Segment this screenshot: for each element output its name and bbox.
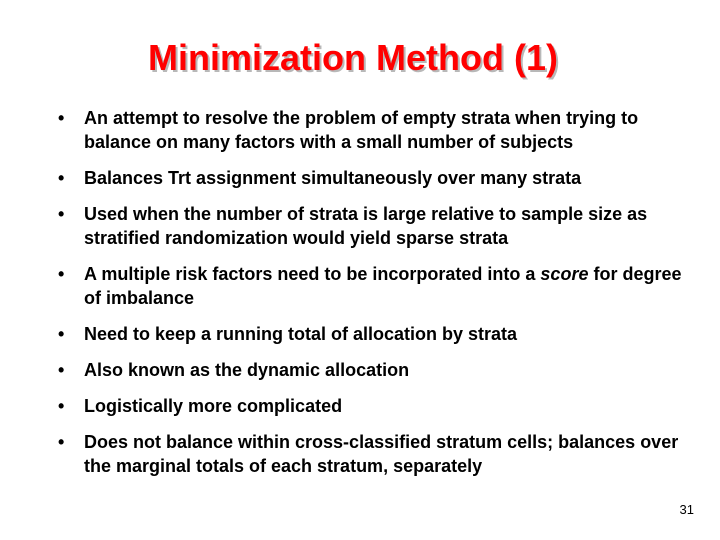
bullet-dot-icon: •: [58, 168, 65, 188]
bullet-dot-icon: •: [58, 324, 65, 344]
bullet-item: [58, 202, 698, 250]
bullet-text: Also known as the dynamic allocation: [84, 360, 410, 380]
bullet-dot-icon: •: [58, 108, 65, 128]
bullet-dot-icon: •: [58, 360, 65, 380]
bullet-text: Used when the number of strata is large relative to sample size as stratified randomization would yield sparse strata: [84, 204, 648, 248]
bullet-text-before: A multiple risk factors need to be incorporated into a: [84, 264, 541, 284]
bullet-dot-icon: •: [58, 204, 65, 224]
bullet-text-emphasis: score: [540, 264, 589, 284]
bullet-item: [58, 430, 698, 478]
bullet-dot-icon: •: [58, 264, 65, 284]
bullet-text: Balances Trt assignment simultaneously over many strata: [84, 168, 582, 188]
bullet-list: [58, 106, 698, 490]
bullet-text: Does not balance within cross-classified stratum cells; balances over the marginal totals of each stratum, separately: [84, 432, 679, 476]
bullet-text: Logistically more complicated: [84, 396, 343, 416]
bullet-item: [58, 262, 698, 310]
bullet-dot-icon: •: [58, 432, 65, 452]
slide-title: Minimization Method (1): [148, 37, 558, 78]
bullet-dot-icon: •: [58, 396, 65, 416]
page-number: 31: [679, 502, 694, 517]
bullet-text: Need to keep a running total of allocation by strata: [84, 324, 518, 344]
bullet-item: [58, 166, 698, 190]
bullet-item: [58, 106, 698, 154]
bullet-item: [58, 358, 698, 382]
bullet-text: An attempt to resolve the problem of empty strata when trying to balance on many factors with a small number of subjects: [84, 108, 639, 152]
bullet-item: [58, 322, 698, 346]
bullet-text: [84, 264, 682, 308]
bullet-text-after: for degree of imbalance: [84, 264, 682, 308]
bullet-item: [58, 394, 698, 418]
